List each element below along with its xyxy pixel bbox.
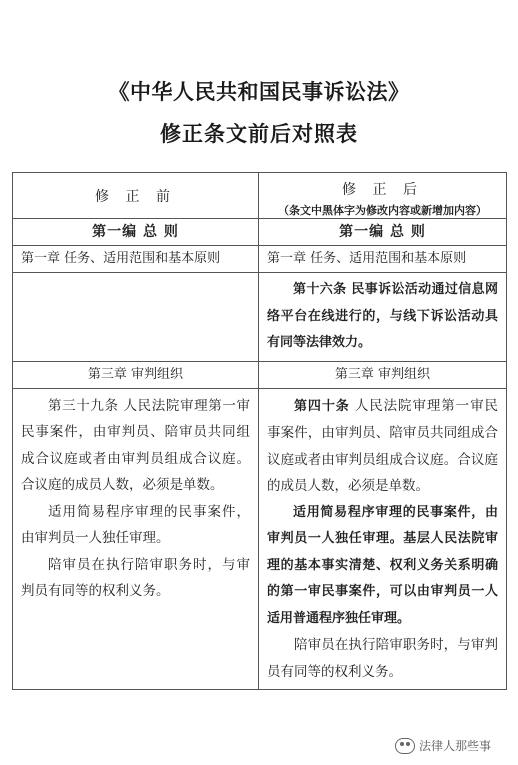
- table-row: [13, 388, 507, 690]
- article39-para2: 适用简易程序审理的民事案件，由审判员一人独任审理。: [21, 503, 250, 546]
- wechat-icon: [395, 738, 415, 754]
- article16-text: 第十六条 民事诉讼活动通过信息网络平台在线进行的，与线下诉讼活动具有同等法律效力。: [267, 282, 498, 350]
- header-before-label: 修 正 前: [95, 189, 176, 205]
- part-after: 第一编 总 则: [259, 219, 507, 246]
- table-row: [13, 361, 507, 388]
- chapter1-before: 第一章 任务、适用范围和基本原则: [13, 246, 259, 273]
- watermark: [395, 737, 491, 754]
- chapter1-after: 第一章 任务、适用范围和基本原则: [259, 246, 507, 273]
- page-subtitle: 修正条文前后对照表: [160, 122, 358, 146]
- article39-before: [13, 388, 259, 690]
- header-after-label: 修 正 后: [342, 182, 423, 198]
- article40-para2: 适用简易程序审理的民事案件，由审判员一人独任审理。基层人民法院审理的基本事实清楚、权利义务关系明确的第一审民事案件，可以由审判员一人适用普通程序独任审理。: [267, 504, 498, 626]
- page-title: 《中华人民共和国民事诉讼法》: [108, 80, 410, 104]
- article40-para1: [267, 393, 498, 500]
- header-after-note: （条文中黑体字为修改内容或新增加内容）: [278, 204, 487, 217]
- article39-para3: 陪审员在执行陪审职务时，与审判员有同等的权利义务。: [21, 556, 250, 599]
- chapter3-after: 第三章 审判组织: [259, 361, 507, 388]
- article40-para1-text: 人民法院审理第一审民事案件，由审判员、陪审员共同组成合议庭或者由审判员组成合议庭。合议庭的成员人数，必须是单数。: [267, 397, 498, 494]
- chapter3-before: 第三章 审判组织: [13, 361, 259, 388]
- article40-para3: 陪审员在执行陪审职务时，与审判员有同等的权利义务。: [267, 637, 498, 680]
- table-row: [13, 273, 507, 362]
- header-after: [259, 173, 507, 219]
- table-row: [13, 219, 507, 246]
- article39-para1: 第三十九条 人民法院审理第一审民事案件，由审判员、陪审员共同组成合议庭或者由审判员组成合议庭。合议庭的成员人数，必须是单数。: [21, 397, 250, 493]
- table-header-row: [13, 173, 507, 219]
- comparison-table: [12, 172, 507, 690]
- header-before: [13, 173, 259, 219]
- article40-label: 第四十条: [294, 398, 350, 414]
- article40-after: [259, 388, 507, 690]
- article16-after: [259, 273, 507, 362]
- table-row: [13, 246, 507, 273]
- watermark-text: 法律人那些事: [419, 739, 492, 753]
- empty-before-cell: [13, 273, 259, 362]
- part-before: 第一编 总 则: [13, 219, 259, 246]
